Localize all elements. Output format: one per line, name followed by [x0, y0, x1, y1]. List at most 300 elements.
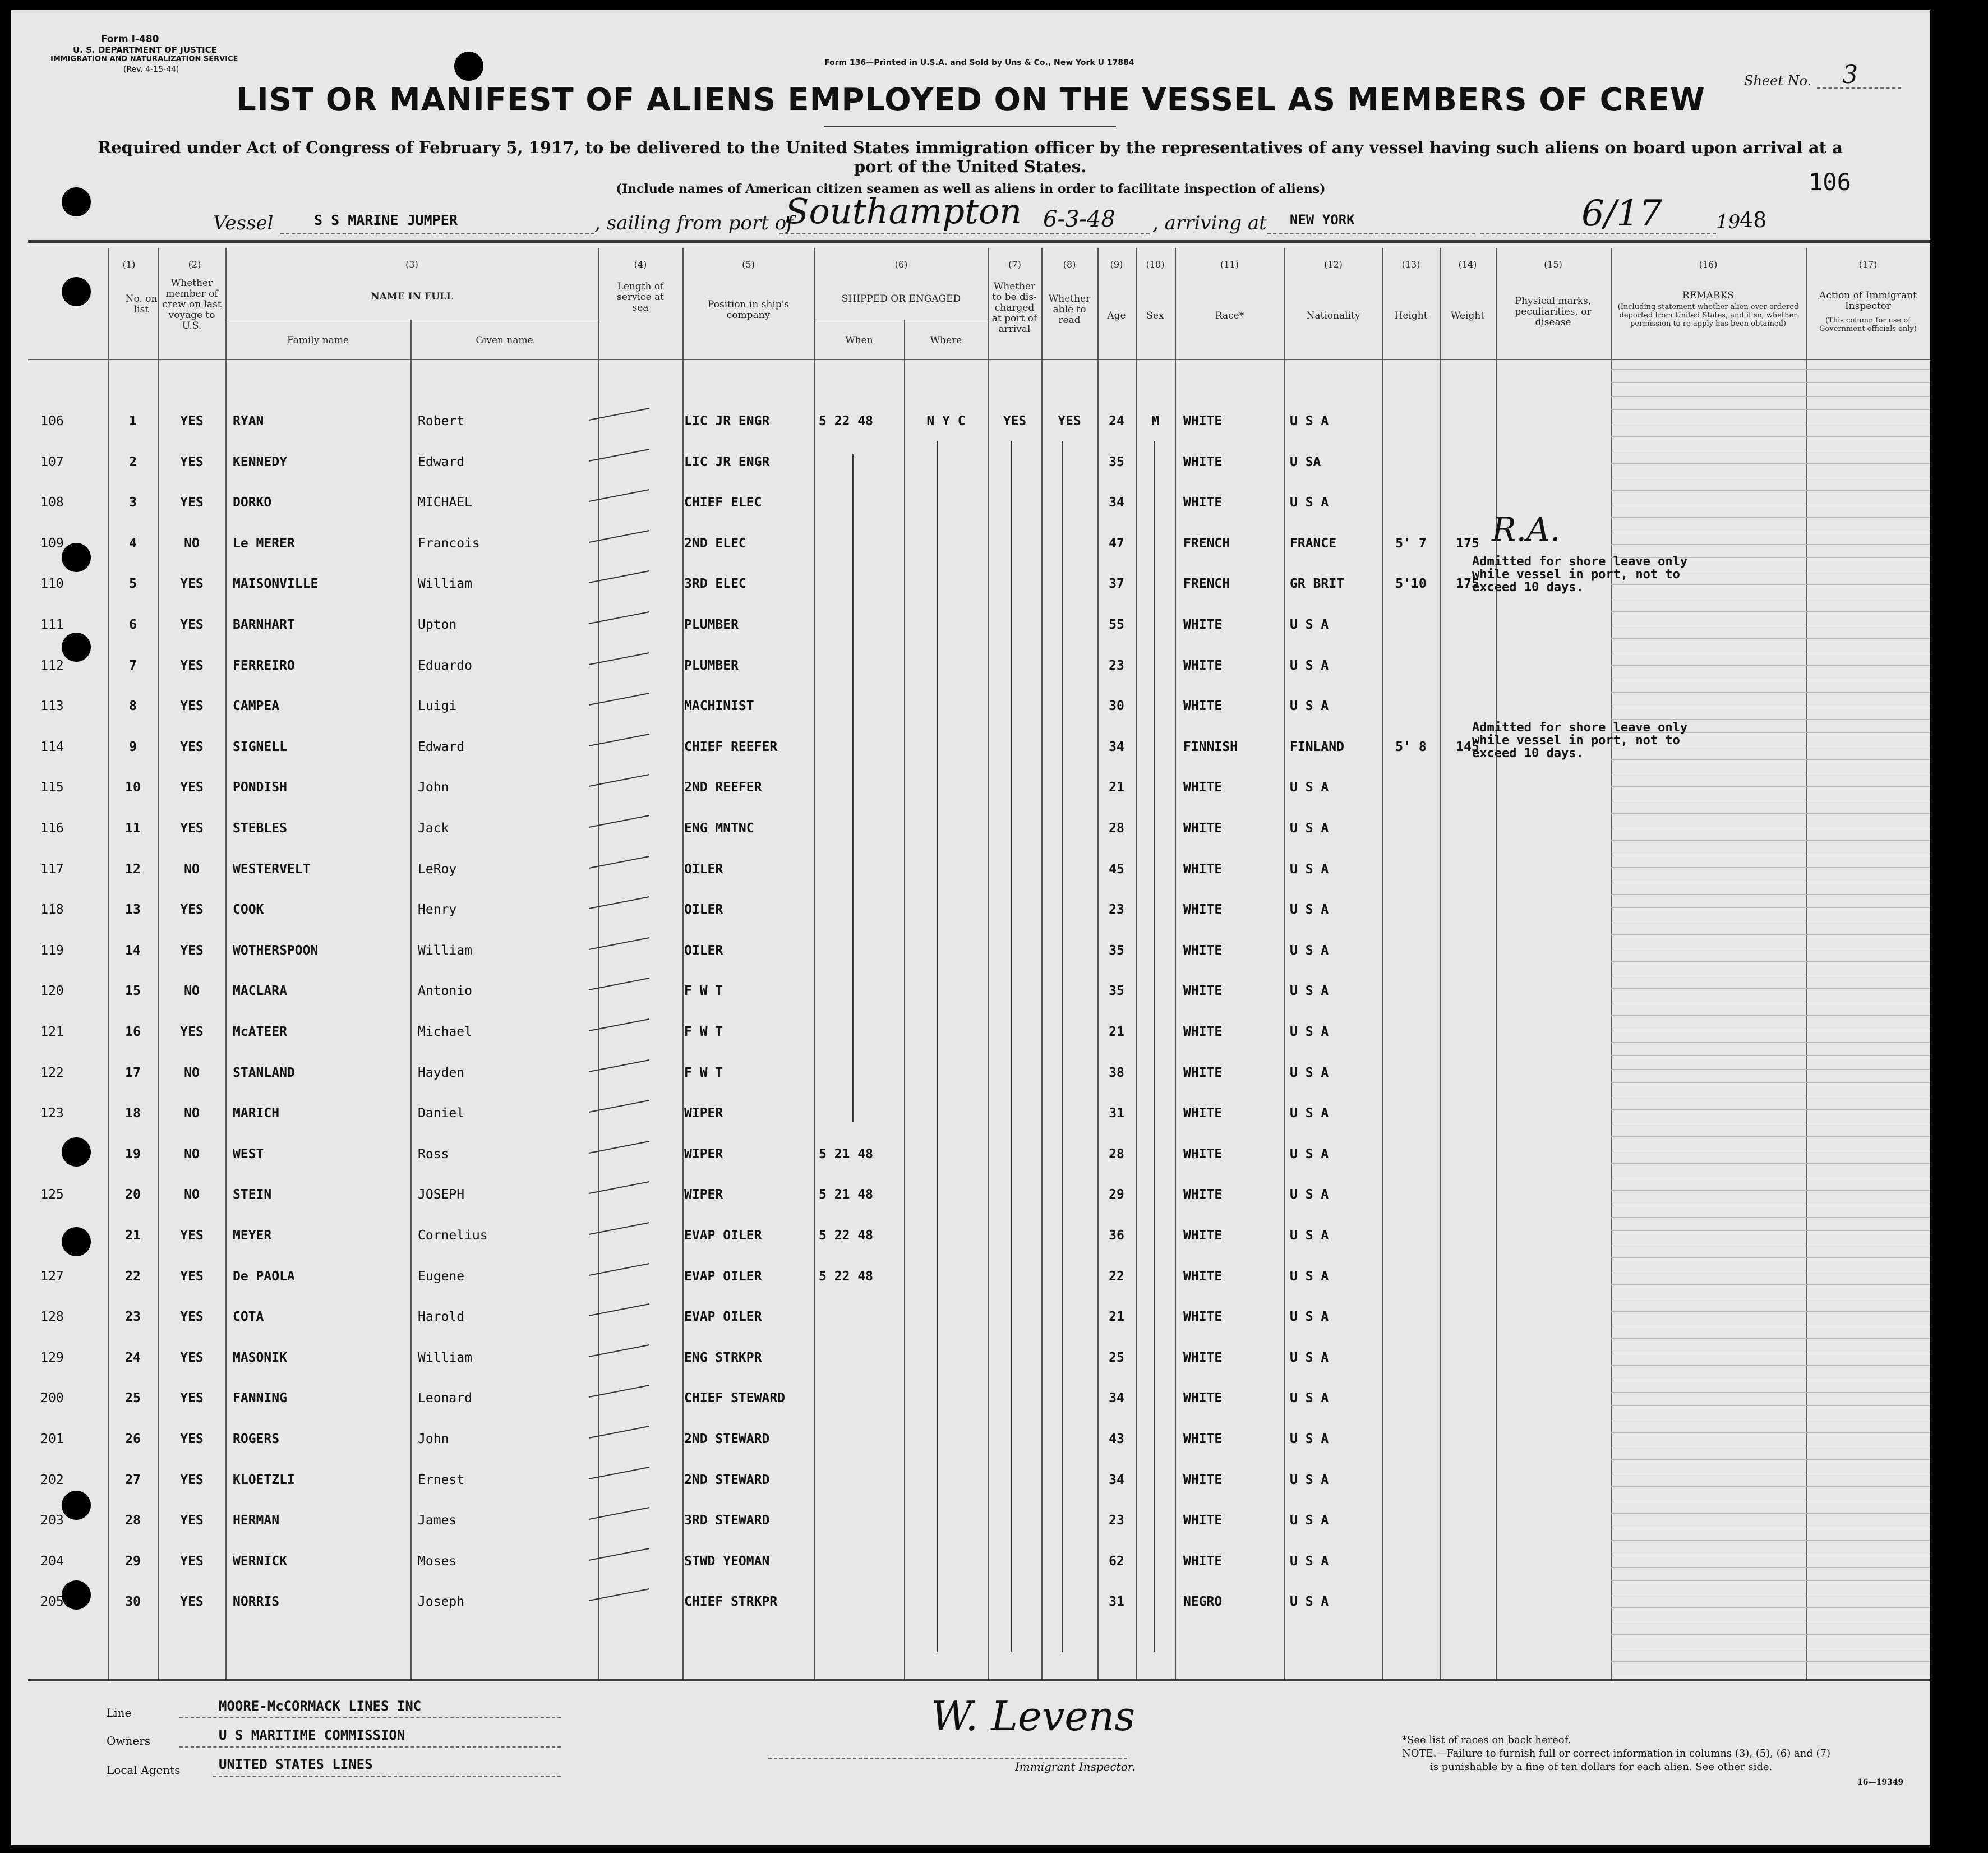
ruling-line: [1611, 517, 1930, 518]
cell-given: Cornelius: [418, 1228, 488, 1243]
col7-title: Whether to be dis-charged at port of arrival: [991, 281, 1037, 335]
cell-given: Daniel: [418, 1106, 465, 1121]
cell-last: YES: [180, 1594, 204, 1609]
column-rule: [904, 320, 905, 1679]
cell-family: MEYER: [233, 1228, 272, 1243]
cell-seq: 111: [40, 617, 64, 632]
cell-no: 29: [125, 1554, 141, 1569]
cell-last: NO: [184, 1066, 200, 1080]
cell-age: 31: [1109, 1106, 1124, 1121]
ruling-line: [1611, 463, 1930, 464]
cell-no: 11: [125, 821, 141, 836]
col12-title: Nationality: [1306, 310, 1360, 321]
cell-seq: 118: [40, 902, 64, 917]
ruling-line: [1611, 409, 1930, 410]
cell-given: Upton: [418, 617, 457, 632]
cell-given: Edward: [418, 455, 465, 469]
cell-pos: WIPER: [684, 1106, 723, 1121]
col7-num: (7): [1008, 259, 1021, 270]
cell-race: WHITE: [1183, 495, 1223, 510]
cell-seq: 205: [40, 1594, 64, 1609]
cell-race: FRENCH: [1183, 577, 1230, 591]
punch-hole: [62, 1137, 91, 1167]
ruling-line: [1611, 436, 1930, 437]
col17-num: (17): [1858, 259, 1878, 270]
ruling-line: [1611, 665, 1930, 666]
cell-given: Joseph: [418, 1594, 465, 1609]
form-code: 16—19349: [1857, 1778, 1904, 1787]
cell-seq: 127: [40, 1269, 64, 1284]
column-rule: [1611, 248, 1612, 1679]
punch-hole: [62, 633, 91, 662]
cell-last: YES: [180, 1228, 204, 1243]
year-prefix: 19: [1716, 211, 1741, 233]
cell-pos: STWD YEOMAN: [684, 1554, 770, 1569]
cell-last: NO: [184, 862, 200, 877]
sailing-port: Southampton: [785, 191, 1022, 232]
cell-seq: 117: [40, 862, 64, 877]
cell-seq: 106: [40, 414, 64, 428]
cell-last: YES: [180, 414, 204, 428]
ruling-line: [1611, 961, 1930, 962]
vessel-name: S S MARINE JUMPER: [314, 212, 458, 228]
ruling-line: [1611, 369, 1930, 370]
col13-num: (13): [1401, 259, 1420, 270]
ditto-disch: [1011, 441, 1012, 1652]
cell-given: Jack: [418, 821, 449, 836]
cell-pos: 2ND STEWARD: [684, 1473, 770, 1487]
cell-pos: 3RD ELEC: [684, 577, 746, 591]
cell-race: WHITE: [1183, 1228, 1223, 1243]
cell-race: WHITE: [1183, 617, 1223, 632]
cell-last: YES: [180, 1391, 204, 1405]
col14-title: Weight: [1450, 310, 1485, 321]
sheet-number: 3: [1842, 61, 1858, 89]
cell-last: YES: [180, 1554, 204, 1569]
ruling-line: [1611, 692, 1930, 693]
cell-pos: 3RD STEWARD: [684, 1513, 770, 1528]
arrival-date: 6/17: [1581, 193, 1662, 234]
cell-seq: 120: [40, 984, 64, 998]
cell-seq: 108: [40, 495, 64, 510]
cell-race: FRENCH: [1183, 536, 1230, 551]
cell-no: 21: [125, 1228, 141, 1243]
cell-family: KLOETZLI: [233, 1473, 295, 1487]
ditto-where: [937, 441, 938, 1652]
cell-age: 30: [1109, 699, 1124, 713]
cell-nat: U S A: [1290, 1554, 1329, 1569]
cell-age: 35: [1109, 943, 1124, 958]
cell-seq: 204: [40, 1554, 64, 1569]
inspector-label: Immigrant Inspector.: [1015, 1760, 1136, 1773]
cell-age: 21: [1109, 1310, 1124, 1324]
cell-family: MASONIK: [233, 1350, 287, 1365]
column-rule: [682, 248, 684, 1679]
col2-num: (2): [188, 259, 201, 270]
cell-race: WHITE: [1183, 1187, 1223, 1202]
cell-age: 62: [1109, 1554, 1124, 1569]
cell-no: 7: [129, 658, 137, 673]
ditto-sex: [1154, 441, 1155, 1652]
cell-no: 15: [125, 984, 141, 998]
cell-no: 10: [125, 780, 141, 795]
cell-race: WHITE: [1183, 1106, 1223, 1121]
cell-seq: 128: [40, 1310, 64, 1324]
arriving-label: , arriving at: [1152, 212, 1267, 234]
cell-pos: CHIEF STEWARD: [684, 1391, 786, 1405]
cell-age: 37: [1109, 577, 1124, 591]
col9-title: Age: [1107, 310, 1126, 321]
cell-no: 23: [125, 1310, 141, 1324]
cell-last: YES: [180, 943, 204, 958]
col10-num: (10): [1146, 259, 1165, 270]
cell-weight: 145: [1456, 740, 1479, 754]
cell-last: NO: [184, 1187, 200, 1202]
cell-given: Moses: [418, 1554, 457, 1569]
ruling-line: [1611, 907, 1930, 908]
cell-race: WHITE: [1183, 414, 1223, 428]
note-penalty-2: is punishable by a fine of ten dollars for each alien. See other side.: [1430, 1761, 1773, 1773]
ditto-when: [852, 454, 854, 1122]
ruling-line: [1611, 1634, 1930, 1635]
cell-given: Ernest: [418, 1473, 465, 1487]
ruling-line: [1611, 1459, 1930, 1460]
cell-nat: U S A: [1290, 902, 1329, 917]
cell-seq: 113: [40, 699, 64, 713]
ruling-line: [1611, 1607, 1930, 1608]
cell-nat: U S A: [1290, 1106, 1329, 1121]
cell-family: CAMPEA: [233, 699, 280, 713]
ruling-line: [1611, 786, 1930, 787]
revision: (Rev. 4-15-44): [123, 65, 179, 74]
cell-family: PONDISH: [233, 780, 287, 795]
cell-given: JOSEPH: [418, 1187, 465, 1202]
col4-title: Length of service at sea: [617, 281, 664, 314]
cell-pos: EVAP OILER: [684, 1228, 762, 1243]
cell-given: Eduardo: [418, 658, 472, 673]
cell-last: YES: [180, 1269, 204, 1284]
cell-nat: FRANCE: [1290, 536, 1337, 551]
cell-pos: F W T: [684, 1066, 723, 1080]
cell-no: 9: [129, 740, 137, 754]
cell-no: 5: [129, 577, 137, 591]
cell-pos: LIC JR ENGR: [684, 414, 770, 428]
line-field: [179, 1717, 561, 1718]
stamp-number: 106: [1809, 168, 1851, 196]
ditto-read: [1062, 441, 1063, 1652]
cell-nat: U S A: [1290, 1473, 1329, 1487]
cell-family: COOK: [233, 902, 264, 917]
cell-family: WESTERVELT: [233, 862, 311, 877]
cell-when: 5 22 48: [819, 414, 873, 428]
cell-no: 6: [129, 617, 137, 632]
cell-last: YES: [180, 780, 204, 795]
ruling-line: [1611, 1230, 1930, 1231]
cell-family: FANNING: [233, 1391, 287, 1405]
cell-race: WHITE: [1183, 984, 1223, 998]
cell-pos: PLUMBER: [684, 658, 739, 673]
col1-num: (1): [122, 259, 136, 270]
cell-family: DORKO: [233, 495, 272, 510]
cell-age: 35: [1109, 455, 1124, 469]
col6a-title: When: [845, 335, 873, 346]
col17-title: Action of Immigrant Inspector: [1819, 290, 1917, 312]
printer-line: Form 136—Printed in U.S.A. and Sold by Uns & Co., New York U 17884: [824, 58, 1134, 67]
column-rule: [1496, 248, 1497, 1679]
punch-hole: [62, 1227, 91, 1256]
cell-last: YES: [180, 699, 204, 713]
col6-title: SHIPPED OR ENGAGED: [841, 293, 961, 305]
punch-hole: [454, 52, 483, 81]
ruling-line: [1611, 1365, 1930, 1366]
cell-nat: U S A: [1290, 1310, 1329, 1324]
cell-pos: OILER: [684, 902, 723, 917]
table-bottom-rule: [28, 1679, 1930, 1681]
cell-nat: U S A: [1290, 1350, 1329, 1365]
cell-race: WHITE: [1183, 1513, 1223, 1528]
cell-age: 28: [1109, 1147, 1124, 1161]
cell-given: John: [418, 1432, 449, 1446]
ruling-line: [1611, 1392, 1930, 1393]
cell-age: 34: [1109, 1391, 1124, 1405]
cell-nat: GR BRIT: [1290, 577, 1344, 591]
cell-disch: YES: [1003, 414, 1027, 428]
cell-no: 2: [129, 455, 137, 469]
cell-seq: 119: [40, 943, 64, 958]
cell-family: WERNICK: [233, 1554, 287, 1569]
cell-family: NORRIS: [233, 1594, 280, 1609]
cell-given: Michael: [418, 1025, 472, 1039]
cell-race: WHITE: [1183, 1025, 1223, 1039]
service: IMMIGRATION AND NATURALIZATION SERVICE: [50, 55, 238, 63]
cell-nat: U S A: [1290, 1269, 1329, 1284]
cell-given: William: [418, 577, 472, 591]
manifest-sheet: [11, 10, 1930, 1845]
cell-age: 25: [1109, 1350, 1124, 1365]
ruling-line: [1611, 1567, 1930, 1568]
cell-no: 20: [125, 1187, 141, 1202]
cell-no: 19: [125, 1147, 141, 1161]
cell-read: YES: [1058, 414, 1081, 428]
cell-age: 47: [1109, 536, 1124, 551]
column-rule: [1440, 248, 1441, 1679]
cell-no: 24: [125, 1350, 141, 1365]
column-rule: [1382, 248, 1383, 1679]
cell-family: FERREIRO: [233, 658, 295, 673]
cell-age: 23: [1109, 1513, 1124, 1528]
cell-family: STEIN: [233, 1187, 272, 1202]
cell-given: Henry: [418, 902, 457, 917]
cell-given: Francois: [418, 536, 480, 551]
ruling-line: [1611, 867, 1930, 868]
cell-family: McATEER: [233, 1025, 287, 1039]
cell-race: WHITE: [1183, 1147, 1223, 1161]
cell-pos: 2ND STEWARD: [684, 1432, 770, 1446]
ruling-line: [1611, 382, 1930, 383]
cell-last: YES: [180, 1310, 204, 1324]
cell-family: Le MERER: [233, 536, 295, 551]
cell-family: KENNEDY: [233, 455, 287, 469]
col15-num: (15): [1544, 259, 1562, 270]
cell-seq: 125: [40, 1187, 64, 1202]
ruling-line: [1611, 490, 1930, 491]
cell-age: 45: [1109, 862, 1124, 877]
column-rule: [1136, 248, 1137, 1679]
ruling-line: [1611, 840, 1930, 841]
cell-pos: F W T: [684, 984, 723, 998]
cell-weight: 175: [1456, 536, 1479, 551]
col6b-title: Where: [930, 335, 962, 346]
ruling-line: [1611, 611, 1930, 612]
ruling-line: [1611, 638, 1930, 639]
col13-title: Height: [1394, 310, 1428, 321]
col2-title: Whether member of crew on last voyage to U.S.: [162, 278, 222, 331]
cell-nat: U S A: [1290, 414, 1329, 428]
cell-sex: M: [1151, 414, 1159, 428]
cell-pos: OILER: [684, 862, 723, 877]
cell-last: YES: [180, 902, 204, 917]
cell-last: YES: [180, 658, 204, 673]
column-rule: [814, 248, 815, 1679]
ruling-line: [1611, 719, 1930, 720]
cell-nat: U S A: [1290, 1147, 1329, 1161]
cell-seq: 114: [40, 740, 64, 754]
cell-pos: CHIEF STRKPR: [684, 1594, 778, 1609]
col8-title: Whether able to read: [1048, 293, 1091, 326]
cell-family: BARNHART: [233, 617, 295, 632]
cell-family: STEBLES: [233, 821, 287, 836]
cell-age: 28: [1109, 821, 1124, 836]
cell-when: 5 22 48: [819, 1228, 873, 1243]
ruling-line: [1611, 396, 1930, 397]
col5-title: Position in ship's company: [707, 299, 790, 321]
cell-no: 30: [125, 1594, 141, 1609]
cell-race: WHITE: [1183, 902, 1223, 917]
sheet-label: Sheet No.: [1744, 73, 1812, 89]
page-title: LIST OR MANIFEST OF ALIENS EMPLOYED ON THE VESSEL AS MEMBERS OF CREW: [236, 82, 1705, 118]
cell-pos: ENG STRKPR: [684, 1350, 762, 1365]
cell-race: NEGRO: [1183, 1594, 1223, 1609]
ruling-line: [1611, 1042, 1930, 1043]
arrival-line: [1480, 233, 1716, 234]
cell-race: WHITE: [1183, 1391, 1223, 1405]
col17-subtitle: (This column for use of Government officials only): [1819, 316, 1917, 333]
cell-no: 27: [125, 1473, 141, 1487]
sailing-line: [779, 233, 1150, 234]
cell-race: WHITE: [1183, 1269, 1223, 1284]
cell-nat: U S A: [1290, 984, 1329, 998]
cell-last: YES: [180, 1025, 204, 1039]
cell-age: 23: [1109, 902, 1124, 917]
agents-label: Local Agents: [107, 1763, 181, 1777]
year: 48: [1740, 208, 1767, 232]
ruling-line: [1611, 1163, 1930, 1164]
cell-family: MACLARA: [233, 984, 287, 998]
cell-no: 26: [125, 1432, 141, 1446]
cell-given: Edward: [418, 740, 465, 754]
cell-given: William: [418, 1350, 472, 1365]
cell-age: 22: [1109, 1269, 1124, 1284]
cell-nat: U S A: [1290, 943, 1329, 958]
cell-nat: U S A: [1290, 1513, 1329, 1528]
cell-nat: U S A: [1290, 1228, 1329, 1243]
cell-nat: U S A: [1290, 780, 1329, 795]
col8-num: (8): [1063, 259, 1076, 270]
ruling-line: [1611, 1486, 1930, 1487]
header-bottom-rule: [28, 359, 1930, 360]
punch-hole: [62, 277, 91, 306]
cell-age: 24: [1109, 414, 1124, 428]
cell-family: De PAOLA: [233, 1269, 295, 1284]
cell-seq: 122: [40, 1066, 64, 1080]
cell-no: 17: [125, 1066, 141, 1080]
cell-no: 16: [125, 1025, 141, 1039]
cell-age: 43: [1109, 1432, 1124, 1446]
cell-height: 5' 7: [1395, 536, 1427, 551]
cell-nat: U S A: [1290, 821, 1329, 836]
cell-no: 18: [125, 1106, 141, 1121]
ruling-line: [1611, 934, 1930, 935]
col11-title: Race*: [1215, 310, 1244, 321]
cell-race: WHITE: [1183, 455, 1223, 469]
ruling-line: [1611, 813, 1930, 814]
cell-pos: EVAP OILER: [684, 1269, 762, 1284]
cell-when: 5 22 48: [819, 1269, 873, 1284]
cell-pos: F W T: [684, 1025, 723, 1039]
cell-no: 22: [125, 1269, 141, 1284]
cell-pos: OILER: [684, 943, 723, 958]
cell-given: Hayden: [418, 1066, 465, 1080]
ruling-line: [1611, 1217, 1930, 1218]
sailing-label: , sailing from port of: [594, 212, 794, 234]
col6-num: (6): [894, 259, 908, 270]
column-rule: [1041, 248, 1043, 1679]
sailing-date: 6-3-48: [1043, 206, 1115, 232]
cell-given: Harold: [418, 1310, 465, 1324]
cell-family: HERMAN: [233, 1513, 280, 1528]
form-number: Form I-480: [101, 34, 159, 45]
cell-given: James: [418, 1513, 457, 1528]
cell-nat: U S A: [1290, 1594, 1329, 1609]
cell-given: Luigi: [418, 699, 457, 713]
cell-nat: U S A: [1290, 1391, 1329, 1405]
cell-seq: 123: [40, 1106, 64, 1121]
cell-no: 8: [129, 699, 137, 713]
cell-age: 21: [1109, 1025, 1124, 1039]
ruling-line: [1611, 1055, 1930, 1056]
cell-given: LeRoy: [418, 862, 457, 877]
cell-family: SIGNELL: [233, 740, 287, 754]
cell-given: Antonio: [418, 984, 472, 998]
ruling-line: [1611, 1082, 1930, 1083]
cell-last: YES: [180, 455, 204, 469]
ruling-line: [1611, 1432, 1930, 1433]
ruling-line: [1611, 1513, 1930, 1514]
department: U. S. DEPARTMENT OF JUSTICE: [73, 45, 217, 55]
cell-seq: 121: [40, 1025, 64, 1039]
col16-title: REMARKS: [1682, 290, 1735, 301]
inspector-line: [768, 1758, 1127, 1759]
cell-seq: 200: [40, 1391, 64, 1405]
cell-nat: U S A: [1290, 617, 1329, 632]
ruling-line: [1611, 1405, 1930, 1406]
cell-age: 29: [1109, 1187, 1124, 1202]
cell-race: WHITE: [1183, 1473, 1223, 1487]
col10-title: Sex: [1146, 310, 1164, 321]
cell-race: WHITE: [1183, 1350, 1223, 1365]
cell-last: YES: [180, 1350, 204, 1365]
inspector-signature: W. Levens: [931, 1693, 1136, 1740]
